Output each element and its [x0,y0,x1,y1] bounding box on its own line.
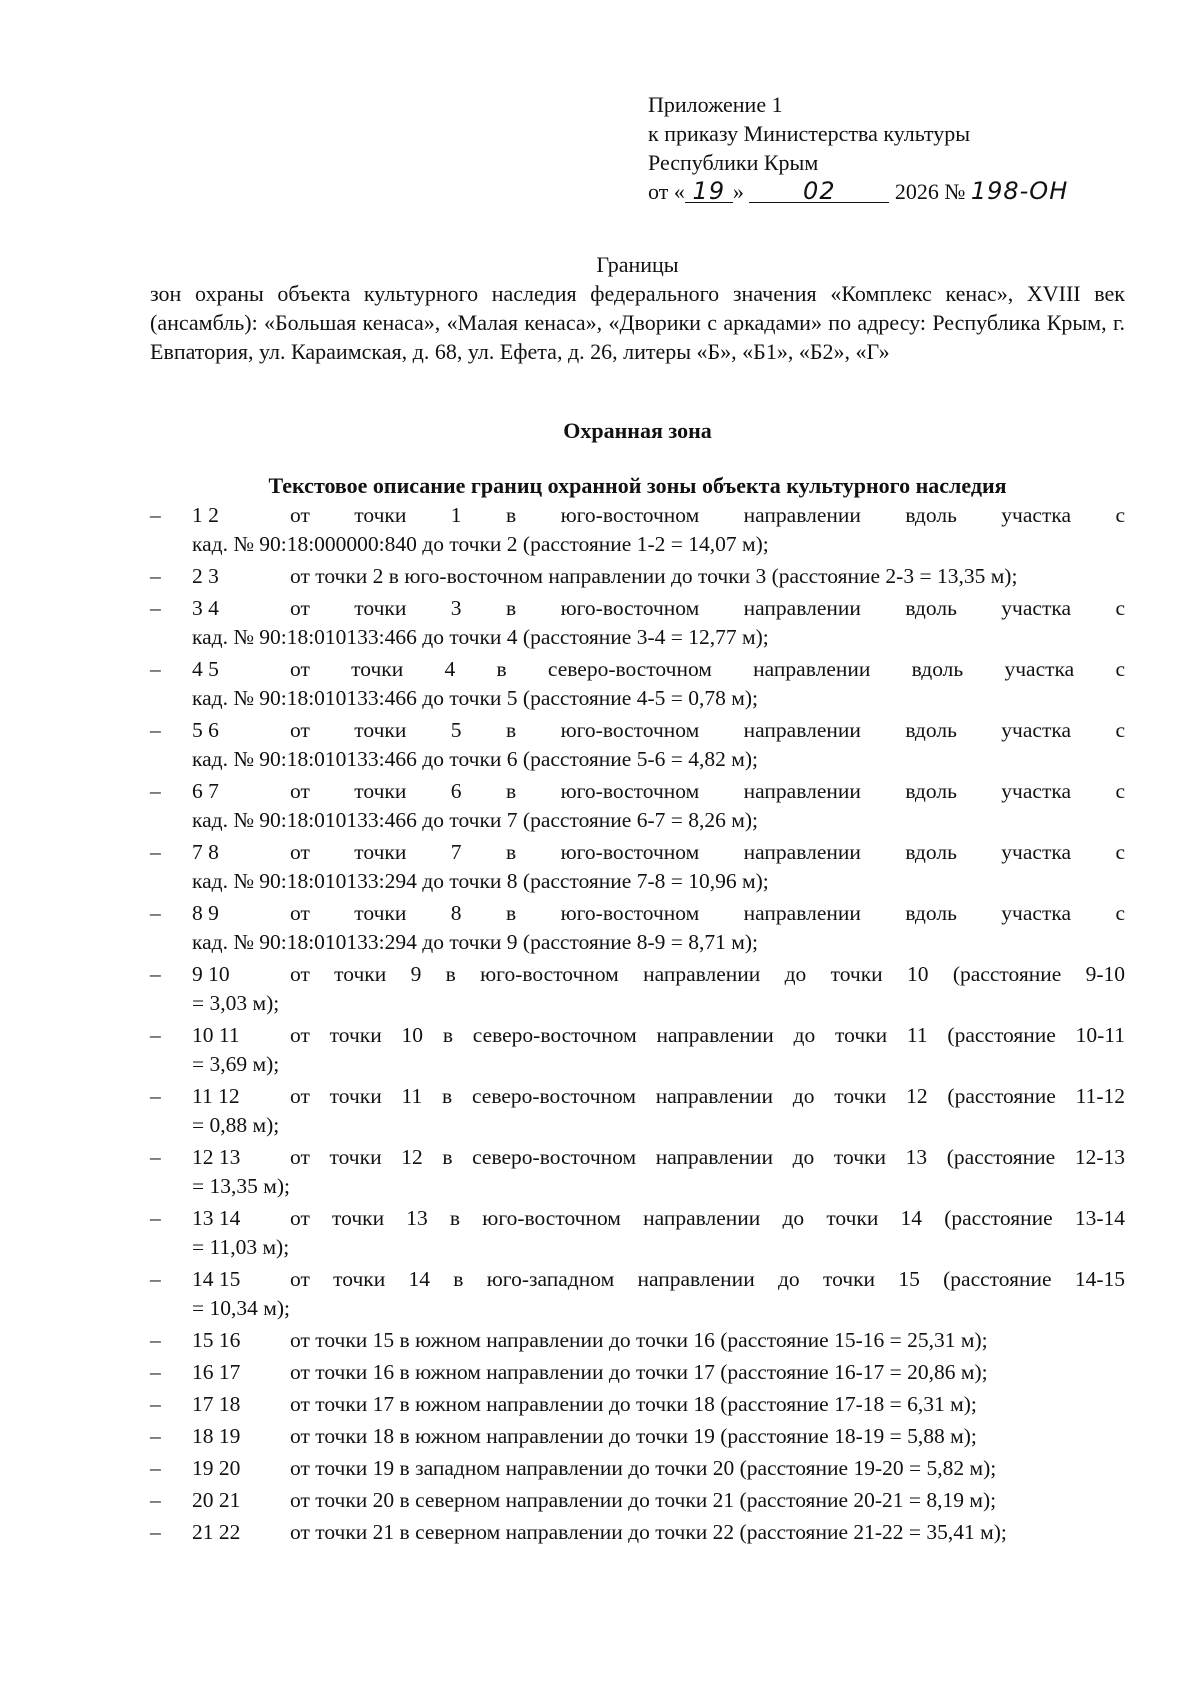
dash-marker: – [150,1424,161,1448]
segment-points: 14 15 [192,1267,241,1291]
list-item [150,899,1125,957]
dash-marker: – [150,1392,161,1416]
description-title: Текстовое описание границ охранной зоны объекта культурного наследия [268,473,1007,498]
appendix-header [648,90,1148,206]
list-item [150,960,1125,1018]
segment-description: от точки 2 в юго-восточном направлении до точки 3 (расстояние 2-3 = 13,35 м); [290,564,1018,588]
list-item [150,838,1125,896]
year-number-label: 2026 № [894,179,966,204]
segment-continuation: = 3,03 м); [192,991,280,1015]
segment-continuation: = 11,03 м); [192,1235,290,1259]
handwritten-month: 02 [749,180,889,203]
segment-points: 5 6 [192,718,219,742]
segment-points: 15 16 [192,1328,241,1352]
segment-description: от точки 15 в южном направлении до точки 16 (расстояние 15-16 = 25,31 м); [290,1328,988,1352]
segment-description: от точки 3 в юго-восточном направлении вдоль участка с [290,596,1125,620]
segment-points: 21 22 [192,1520,241,1544]
section-title: Охранная зона [563,418,712,443]
segment-description: от точки 7 в юго-восточном направлении вдоль участка с [290,840,1125,864]
appendix-label: Приложение 1 [648,92,783,117]
order-reference: к приказу Министерства культуры [648,121,971,146]
segment-continuation: кад. № 90:18:010133:466 до точки 5 (расстояние 4-5 = 0,78 м); [192,686,759,710]
dash-marker: – [150,1520,161,1544]
segment-points: 3 4 [192,596,219,620]
segment-continuation: кад. № 90:18:010133:466 до точки 7 (расстояние 6-7 = 8,26 м); [192,808,759,832]
handwritten-order-number: 198-ОН [970,177,1069,205]
segment-points: 20 21 [192,1488,241,1512]
list-item [150,1265,1125,1323]
segment-description: от точки 9 в юго-восточном направлении до точки 10 (расстояние 9-10 [290,962,1125,986]
list-item [150,716,1125,774]
list-item [150,501,1125,559]
segment-description: от точки 18 в южном направлении до точки 19 (расстояние 18-19 = 5,88 м); [290,1424,977,1448]
dash-marker: – [150,564,161,588]
dash-marker: – [150,1267,161,1291]
dash-marker: – [150,962,161,986]
segment-description: от точки 11 в северо-восточном направлении до точки 12 (расстояние 11-12 [290,1084,1125,1108]
date-prefix: от « [648,179,685,204]
segment-points: 18 19 [192,1424,241,1448]
segment-continuation: кад. № 90:18:000000:840 до точки 2 (расстояние 1-2 = 14,07 м); [192,532,769,556]
list-item [150,1082,1125,1140]
segment-description: от точки 12 в северо-восточном направлении до точки 13 (расстояние 12-13 [290,1145,1125,1169]
segment-continuation: кад. № 90:18:010133:466 до точки 6 (расстояние 5-6 = 4,82 м); [192,747,759,771]
dash-marker: – [150,1360,161,1384]
dash-marker: – [150,779,161,803]
segment-description: от точки 5 в юго-восточном направлении вдоль участка с [290,718,1125,742]
segment-continuation: кад. № 90:18:010133:466 до точки 4 (расстояние 3-4 = 12,77 м); [192,625,769,649]
list-item [150,1422,1125,1451]
dash-marker: – [150,901,161,925]
list-item [150,594,1125,652]
segment-points: 6 7 [192,779,219,803]
order-date-line [648,177,1148,206]
segment-description: от точки 19 в западном направлении до точки 20 (расстояние 19-20 = 5,82 м); [290,1456,997,1480]
segment-description: от точки 21 в северном направлении до точки 22 (расстояние 21-22 = 35,41 м); [290,1520,1007,1544]
list-item [150,1454,1125,1483]
dash-marker: – [150,1456,161,1480]
dash-marker: – [150,1084,161,1108]
segment-points: 19 20 [192,1456,241,1480]
segment-points: 12 13 [192,1145,241,1169]
segment-points: 1 2 [192,503,219,527]
segment-continuation: кад. № 90:18:010133:294 до точки 8 (расстояние 7-8 = 10,96 м); [192,869,769,893]
segment-points: 2 3 [192,564,219,588]
segment-points: 8 9 [192,901,219,925]
segment-description: от точки 8 в юго-восточном направлении вдоль участка с [290,901,1125,925]
segment-continuation: = 3,69 м); [192,1052,280,1076]
segment-continuation: = 0,88 м); [192,1113,280,1137]
segment-points: 17 18 [192,1392,241,1416]
segment-description: от точки 17 в южном направлении до точки 18 (расстояние 17-18 = 6,31 м); [290,1392,977,1416]
dash-marker: – [150,657,161,681]
list-item [150,1358,1125,1387]
list-item [150,1486,1125,1515]
segment-points: 13 14 [192,1206,241,1230]
segment-continuation: = 13,35 м); [192,1174,290,1198]
list-item [150,562,1125,591]
list-item [150,1326,1125,1355]
segment-points: 11 12 [192,1084,240,1108]
dash-marker: – [150,840,161,864]
segment-continuation: кад. № 90:18:010133:294 до точки 9 (расстояние 8-9 = 8,71 м); [192,930,759,954]
segment-description: от точки 14 в юго-западном направлении до точки 15 (расстояние 14-15 [290,1267,1125,1291]
document-title: Границы [596,252,679,277]
segment-points: 10 11 [192,1023,240,1047]
dash-marker: – [150,718,161,742]
list-item [150,655,1125,713]
list-item [150,777,1125,835]
list-item [150,1390,1125,1419]
dash-marker: – [150,1145,161,1169]
dash-marker: – [150,1328,161,1352]
dash-marker: – [150,1206,161,1230]
segment-description: от точки 6 в юго-восточном направлении вдоль участка с [290,779,1125,803]
segment-description: от точки 4 в северо-восточном направлении вдоль участка с [290,657,1125,681]
segment-points: 16 17 [192,1360,241,1384]
document-subtitle: зон охраны объекта культурного наследия федерального значения «Комплекс кенас», XVIII век (ансамбль): «Большая кенаса», «Малая кенаса», «Дворики с аркадами» по адресу: Республика Крым, г. Евпатория, ул. Караимская, д. 68, ул. Ефета, д. 26, литеры «Б», «Б1», «Б2», «Г» [150,281,1125,364]
dash-marker: – [150,596,161,620]
date-mid: » [732,179,744,204]
dash-marker: – [150,503,161,527]
segment-description: от точки 1 в юго-восточном направлении вдоль участка с [290,503,1125,527]
republic-name: Республики Крым [648,150,819,175]
dash-marker: – [150,1023,161,1047]
segment-description: от точки 16 в южном направлении до точки 17 (расстояние 16-17 = 20,86 м); [290,1360,988,1384]
dash-marker: – [150,1488,161,1512]
list-item [150,1021,1125,1079]
list-item [150,1204,1125,1262]
segment-description: от точки 20 в северном направлении до точки 21 (расстояние 20-21 = 8,19 м); [290,1488,997,1512]
segment-continuation: = 10,34 м); [192,1296,290,1320]
list-item [150,1518,1125,1547]
boundary-list [150,501,1125,1550]
segment-points: 9 10 [192,962,230,986]
segment-points: 7 8 [192,840,219,864]
segment-points: 4 5 [192,657,219,681]
list-item [150,1143,1125,1201]
handwritten-day: 19 [685,180,733,203]
segment-description: от точки 13 в юго-восточном направлении до точки 14 (расстояние 13-14 [290,1206,1125,1230]
segment-description: от точки 10 в северо-восточном направлении до точки 11 (расстояние 10-11 [290,1023,1125,1047]
